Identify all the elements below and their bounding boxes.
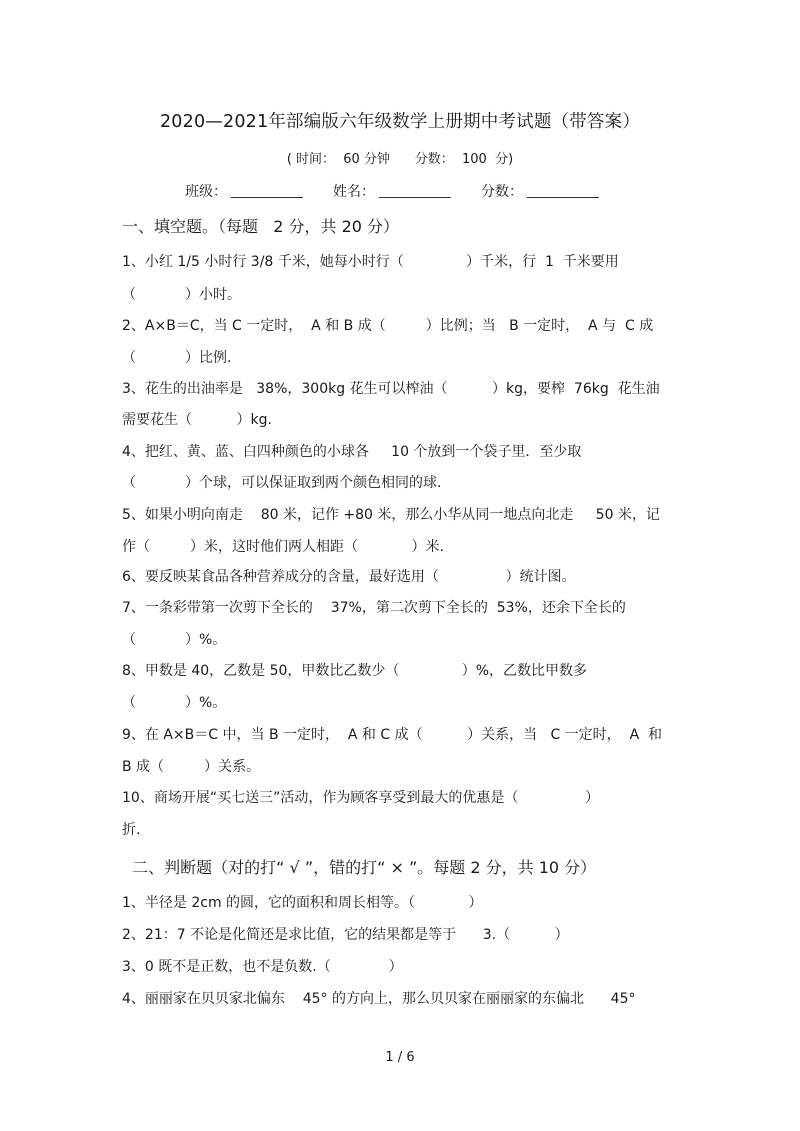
page-title: 2020—2021年部编版六年级数学上册期中考试题（带答案） xyxy=(159,112,641,132)
student-info-row xyxy=(185,181,599,201)
question-line: 10、商场开展“买七送三”活动，作为顾客享受到最大的优惠是（ ） xyxy=(122,790,600,806)
section-heading-true-false: 二、判断题（对的打“ √ ”，错的打“ × ”。每题 2 分，共 10 分） xyxy=(122,858,597,877)
question-line: 4、把红、黄、蓝、白四种颜色的小球各 10 个放到一个袋子里．至少取 xyxy=(122,444,582,460)
question-line: 1、半径是 2cm 的圆，它的面积和周长相等。（ ） xyxy=(122,895,483,911)
name-label: 姓名： xyxy=(333,184,375,200)
question-line: 2、21：7 不论是化简还是求比值，它的结果都是等于 3.（ ） xyxy=(122,927,569,943)
question-line: B 成（ ）关系。 xyxy=(122,759,261,775)
exam-time-score: ( 时间： 60 分钟 分数： 100 分) xyxy=(286,152,514,167)
question-line: 1、小红 1/5 小时行 3/8 千米，她每小时行（ ）千米，行 1 千米要用 xyxy=(122,254,619,270)
class-label: 班级： xyxy=(185,184,227,200)
question-line: 折. xyxy=(122,822,141,838)
name-blank xyxy=(379,183,451,198)
question-line: 8、甲数是 40，乙数是 50，甲数比乙数少（ ）%，乙数比甲数多 xyxy=(122,663,588,679)
score-blank xyxy=(527,183,599,198)
question-line: 4、丽丽家在贝贝家北偏东 45° 的方向上，那么贝贝家在丽丽家的东偏北 45° xyxy=(122,991,636,1007)
page-number: 1 / 6 xyxy=(385,1050,415,1065)
question-line: 5、如果小明向南走 80 米，记作 +80 米，那么小华从同一地点向北走 50 米，记 xyxy=(122,507,660,523)
section-heading-fill-in: 一、填空题。（每题 2 分，共 20 分） xyxy=(122,217,400,236)
question-line: （ ）小时。 xyxy=(122,287,241,303)
question-line: 3、花生的出油率是 38%，300kg 花生可以榨油（ ）kg，要榨 76kg 花生油 xyxy=(122,381,660,397)
question-line: （ ）个球，可以保证取到两个颜色相同的球. xyxy=(122,475,442,491)
question-line: 作（ ）米，这时他们两人相距（ ）米. xyxy=(122,539,444,555)
question-line: 2、A×B＝C，当 C 一定时， A 和 B 成（ ）比例；当 B 一定时， A 与 C 成 xyxy=(122,318,654,334)
question-line: 6、要反映某食品各种营养成分的含量，最好选用（ ）统计图。 xyxy=(122,569,576,585)
question-line: 3、0 既不是正数，也不是负数.（ ） xyxy=(122,959,403,975)
class-blank xyxy=(231,183,303,198)
question-line: 9、在 A×B＝C 中，当 B 一定时， A 和 C 成（ ）关系，当 C 一定时， A 和 xyxy=(122,727,663,743)
question-line: 7、一条彩带第一次剪下全长的 37%，第二次剪下全长的 53%，还余下全长的 xyxy=(122,600,626,616)
question-line: （ ）%。 xyxy=(122,695,227,711)
question-line: 需要花生（ ）kg. xyxy=(122,412,272,428)
question-line: （ ）比例. xyxy=(122,350,232,366)
question-line: （ ）%。 xyxy=(122,632,227,648)
score-label: 分数： xyxy=(481,184,523,200)
